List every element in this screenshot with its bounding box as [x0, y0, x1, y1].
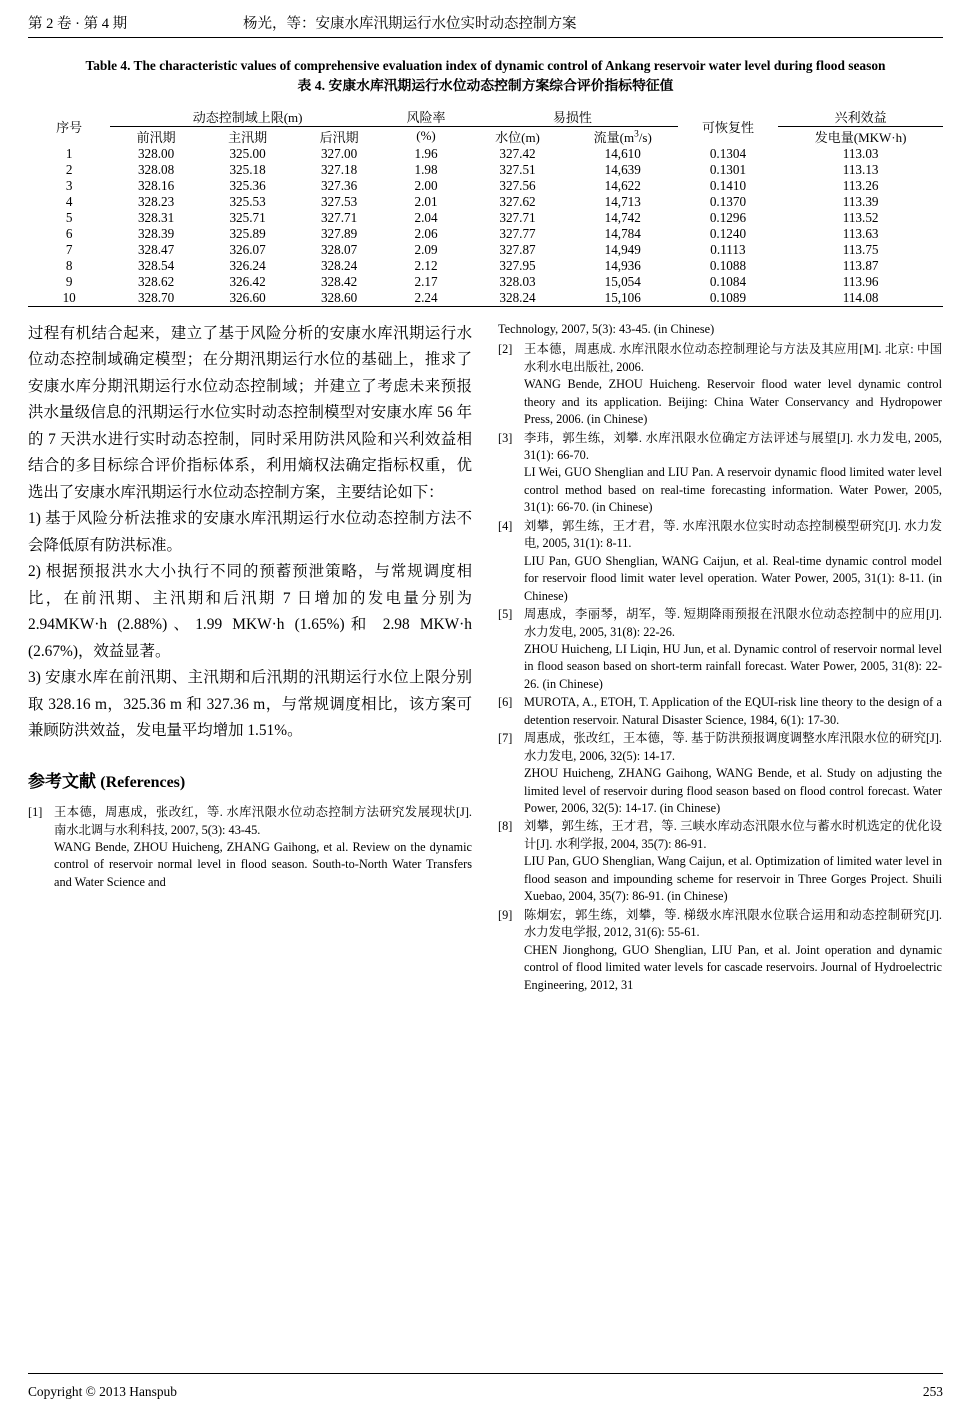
- reference-text-en: ZHOU Huicheng, ZHANG Gaihong, WANG Bende, et al. Study on adjusting the limited level of reservoir during flood season based on flood control forecast. Water Power, 2006, 32(5): 14-17. (in Chinese): [524, 766, 942, 816]
- cell-risk: 2.00: [414, 177, 438, 193]
- reference-text-en: CHEN Jionghong, GUO Shenglian, LIU Pan, et al. Joint operation and dynamic control of flood limited water levels for cascade reservoirs. Journal of Hydroelectric Engineering, 2012, 31: [524, 942, 942, 992]
- reference-text-cn: 周惠成，李丽琴，胡军，等. 短期降雨预报在汛限水位动态控制中的应用[J]. 水力发电, 2005, 31(8): 22-26.: [524, 607, 942, 639]
- cell-power: 113.96: [842, 273, 879, 289]
- reference-text: [524, 694, 942, 729]
- reference-number: [9]: [498, 907, 513, 922]
- running-header-center: 杨光，等：安康水库汛期运行水位实时动态控制方案: [243, 16, 577, 32]
- cell-pre: 328.54: [137, 257, 175, 273]
- cell-rec: 0.1304: [709, 145, 747, 161]
- cell-no: 6: [65, 225, 73, 241]
- table-row: [28, 258, 943, 274]
- cell-power: 113.52: [842, 209, 879, 225]
- cell-pre: 328.08: [137, 161, 175, 177]
- th-vulnerability: 易损性: [467, 107, 677, 127]
- cell-pre: 328.31: [137, 209, 175, 225]
- reference-number: [2]: [498, 342, 513, 357]
- reference-text: [524, 430, 942, 517]
- cell-post: 327.89: [320, 225, 358, 241]
- references-heading-cn: 参考文献: [28, 771, 96, 791]
- reference-text-en: WANG Bende, ZHOU Huicheng. Reservoir flood water level dynamic control theory and its application. Beijing: China Water Conservancy and Hydropower Press, 2006. (in Chinese): [524, 377, 942, 427]
- cell-risk: 2.01: [414, 193, 438, 209]
- table-row: [28, 226, 943, 242]
- cell-rec: 0.1240: [709, 225, 747, 241]
- cell-rec: 0.1370: [709, 193, 747, 209]
- reference-text-en: ZHOU Huicheng, LI Liqin, HU Jun, et al. Dynamic control of reservoir normal level in flood season based on short-term rainfall forecast. Water Power, 2005, 31(8): 22-26. (in Chinese): [524, 641, 942, 691]
- cell-flow: 14,639: [604, 161, 641, 177]
- header-rule: [28, 37, 943, 38]
- footer-rule: [28, 1373, 943, 1374]
- th-risk-unit: (%): [416, 128, 436, 144]
- th-water-level: 水位(m): [495, 129, 540, 145]
- table-row: [28, 274, 943, 290]
- cell-level: 327.62: [499, 193, 536, 209]
- table-row: [28, 162, 943, 178]
- reference-number: [7]: [498, 731, 513, 746]
- reference-text-en: LIU Pan, GUO Shenglian, WANG Caijun, et al. Real-time dynamic control model for reservoir flood limit water level operation. Water Power, 2005, 31(1): 8-11. (in Chinese): [524, 553, 942, 603]
- cell-no: 7: [65, 241, 73, 257]
- table-row: [28, 146, 943, 162]
- cell-post: 328.24: [320, 257, 358, 273]
- running-header-left: 第 2 卷 · 第 4 期: [28, 16, 128, 32]
- reference-text-en: WANG Bende, ZHOU Huicheng, ZHANG Gaihong, et al. Review on the dynamic control of reservoir normal level in flood season. South-to-North Water Transfers and Water Science and: [54, 839, 472, 889]
- cell-flow: 14,713: [604, 193, 641, 209]
- cell-power: 113.39: [842, 193, 879, 209]
- th-risk: 风险率: [385, 107, 467, 127]
- cell-rec: 0.1113: [710, 241, 746, 257]
- reference-text-cn: 王本德，周惠成，张改红，等. 水库汛限水位动态控制方法研究发展现状[J]. 南水北调与水利科技, 2007, 5(3): 43-45.: [54, 805, 472, 837]
- reference-text-cn: 周惠成，张改红，王本德，等. 基于防洪预报调度调整水库汛限水位的研究[J]. 水力发电, 2006, 32(5): 14-17.: [524, 731, 942, 763]
- cell-pre: 328.70: [110, 290, 202, 307]
- th-post-flood: 后汛期: [319, 129, 359, 145]
- cell-risk: 2.09: [414, 241, 438, 257]
- cell-main: 326.24: [229, 257, 266, 273]
- reference-continuation: Technology, 2007, 5(3): 43-45. (in Chinese): [498, 321, 715, 336]
- references-heading: [28, 767, 472, 797]
- table-header-row-1: [28, 107, 943, 127]
- th-discharge: 流量$(m^3/s)$: [593, 129, 652, 145]
- cell-pre: 328.16: [137, 177, 175, 193]
- cell-main: 325.36: [229, 177, 266, 193]
- reference-text-cn: 刘攀，郭生练，王才君，等. 水库汛限水位实时动态控制模型研究[J]. 水力发电, 2005, 31(1): 8-11.: [524, 518, 942, 551]
- cell-risk: 2.17: [414, 273, 438, 289]
- cell-no: 3: [65, 177, 73, 193]
- reference-item: [498, 730, 942, 817]
- cell-power: 113.13: [842, 161, 879, 177]
- cell-power: 113.63: [842, 225, 879, 241]
- table-row: [28, 178, 943, 194]
- cell-flow: 14,936: [604, 257, 641, 273]
- cell-post: 327.00: [320, 145, 358, 161]
- reference-text-en: MUROTA, A., ETOH, T. Application of the EQUI-risk line theory to the design of a detention reservoir. Natural Disaster Science, 1984, 6(1): 17-30.: [524, 695, 942, 727]
- cell-post: 328.07: [320, 241, 358, 257]
- cell-main: 325.89: [229, 225, 266, 241]
- cell-rec: 0.1088: [709, 257, 747, 273]
- reference-text: [524, 907, 942, 994]
- two-column-body: [28, 321, 943, 995]
- running-header: [28, 0, 943, 37]
- cell-main: 326.07: [229, 241, 266, 257]
- reference-item: [498, 430, 942, 517]
- page-footer: [28, 1384, 943, 1400]
- reference-number: [1]: [28, 805, 43, 820]
- reference-text: [524, 818, 942, 905]
- cell-level: 327.56: [499, 177, 536, 193]
- cell-main: 326.42: [229, 273, 266, 289]
- cell-pre: 328.00: [137, 145, 175, 161]
- cell-power: 113.75: [842, 241, 879, 257]
- references-heading-en: (References): [100, 773, 186, 791]
- table-caption-cn: 表 4. 安康水库汛期运行水位动态控制方案综合评价指标特征值: [297, 78, 674, 94]
- reference-number: [8]: [498, 819, 513, 834]
- reference-text-cn: 刘攀，郭生练，王才君，等. 三峡水库动态汛限水位与蓄水时机选定的优化设计[J]. 水利学报, 2004, 35(7): 86-91.: [524, 819, 942, 851]
- cell-risk: 1.96: [414, 145, 438, 161]
- cell-main: 325.53: [229, 193, 266, 209]
- cell-level: 328.24: [467, 290, 568, 307]
- cell-no: 10: [28, 290, 110, 307]
- cell-flow: 14,610: [604, 145, 641, 161]
- table-row: [28, 290, 943, 307]
- cell-risk: 2.24: [385, 290, 467, 307]
- reference-number: [4]: [498, 518, 513, 533]
- conclusion-item-3: 3) 安康水库在前汛期、主汛期和后汛期的汛期运行水位上限分别取 328.16 m，325.36 m 和 327.36 m，与常规调度相比，该方案可兼顾防洪效益，发电量平均增加 1.51%。: [28, 669, 472, 740]
- th-main-flood: 主汛期: [228, 129, 268, 145]
- cell-power: 114.08: [778, 290, 943, 307]
- reference-text-en: LI Wei, GUO Shenglian and LIU Pan. A reservoir dynamic flood limited water level control method based on real-time forecasting information. Water Power, 2005, 31(1): 66-70. (in Chinese): [524, 465, 942, 515]
- reference-number: [5]: [498, 607, 513, 622]
- reference-item: [498, 518, 942, 605]
- cell-level: 327.51: [499, 161, 536, 177]
- table-body: [28, 146, 943, 307]
- cell-main: 325.00: [229, 145, 266, 161]
- reference-item: [498, 907, 942, 994]
- reference-text-cn: 李玮，郭生练，刘攀. 水库汛限水位确定方法评述与展望[J]. 水力发电, 2005, 31(1): 66-70.: [524, 430, 942, 462]
- cell-no: 8: [65, 257, 73, 273]
- cell-risk: 2.04: [414, 209, 438, 225]
- th-recoverability: 可恢复性: [701, 119, 754, 135]
- th-power: 发电量(MKW·h): [814, 129, 907, 145]
- cell-no: 9: [65, 273, 73, 289]
- cell-pre: 328.47: [137, 241, 175, 257]
- cell-pre: 328.23: [137, 193, 175, 209]
- cell-risk: 1.98: [414, 161, 438, 177]
- cell-main: 325.18: [229, 161, 266, 177]
- th-index: 序号: [56, 119, 83, 135]
- cell-power: 113.26: [842, 177, 879, 193]
- table-row: [28, 210, 943, 226]
- cell-level: 327.95: [499, 257, 536, 273]
- cell-rec: 0.1410: [709, 177, 747, 193]
- reference-text: [524, 606, 942, 693]
- cell-flow: 14,622: [604, 177, 641, 193]
- cell-main: 326.60: [202, 290, 294, 307]
- cell-no: 2: [65, 161, 73, 177]
- cell-post: 327.53: [320, 193, 358, 209]
- reference-text: [524, 518, 942, 605]
- cell-flow: 14,742: [604, 209, 641, 225]
- page-number: 253: [922, 1384, 943, 1399]
- cell-no: 5: [65, 209, 73, 225]
- cell-post: 327.36: [320, 177, 358, 193]
- cell-no: 4: [65, 193, 73, 209]
- cell-main: 325.71: [229, 209, 266, 225]
- cell-no: 1: [65, 145, 73, 161]
- reference-text-cn: 陈炯宏，郭生练，刘攀，等. 梯级水库汛限水位联合运用和动态控制研究[J]. 水力发电学报, 2012, 31(6): 55-61.: [524, 907, 942, 940]
- reference-text-cn: 王本德，周惠成. 水库汛限水位动态控制理论与方法及其应用[M]. 北京: 中国水利水电出版社, 2006.: [524, 342, 942, 374]
- reference-item: [28, 804, 472, 891]
- reference-item: [498, 341, 942, 428]
- cell-flow: 15,054: [604, 273, 641, 289]
- th-benefit: 兴利效益: [778, 107, 943, 127]
- reference-number: [3]: [498, 430, 513, 445]
- reference-text: [54, 804, 472, 891]
- right-column: [498, 321, 942, 995]
- table-header-row-2: [28, 126, 943, 146]
- reference-item: [498, 606, 942, 693]
- reference-text: [524, 730, 942, 817]
- cell-rec: 0.1296: [709, 209, 747, 225]
- cell-risk: 2.06: [414, 225, 438, 241]
- cell-flow: 14,784: [604, 225, 641, 241]
- cell-post: 328.42: [320, 273, 358, 289]
- cell-level: 328.03: [499, 273, 536, 289]
- cell-post: 327.71: [320, 209, 358, 225]
- reference-text: [524, 341, 942, 428]
- cell-rec: 0.1089: [678, 290, 779, 307]
- cell-pre: 328.62: [137, 273, 175, 289]
- cell-post: 327.18: [320, 161, 358, 177]
- reference-text-en: LIU Pan, GUO Shenglian, Wang Caijun, et al. Optimization of limited water level in flood season and impounding scheme for reservoir in Three Gorges Project. Shuili Xuebao, 2004, 35(7): 86-91. (in Chinese): [524, 854, 942, 904]
- conclusion-item-2: 2) 根据预报洪水大小执行不同的预蓄预泄策略，与常规调度相比，在前汛期、主汛期和后汛期 7 日增加的发电量分别为 2.94MKW·h (2.88%)、1.99 MKW·h (1.65%)和 2.98 MKW·h (2.67%)，效益显著。: [28, 563, 472, 660]
- th-upper-limit: 动态控制域上限(m): [110, 107, 385, 127]
- cell-post: 328.60: [293, 290, 385, 307]
- conclusion-item-1: 1) 基于风险分析法推求的安康水库汛期运行水位动态控制方法不会降低原有防洪标准。: [28, 510, 472, 554]
- cell-rec: 0.1084: [709, 273, 747, 289]
- cell-pre: 328.39: [137, 225, 175, 241]
- characteristic-values-table: [28, 107, 943, 307]
- cell-level: 327.42: [499, 145, 536, 161]
- reference-number: [6]: [498, 695, 513, 710]
- table-row: [28, 194, 943, 210]
- table-caption: [28, 56, 943, 97]
- table-row: [28, 242, 943, 258]
- cell-power: 113.03: [842, 145, 879, 161]
- cell-risk: 2.12: [414, 257, 438, 273]
- cell-level: 327.87: [499, 241, 536, 257]
- conclusion-paragraph: 过程有机结合起来，建立了基于风险分析的安康水库汛期运行水位动态控制域确定模型；在分期汛期运行水位的基础上，推求了安康水库分期汛期运行水位动态控制域；并建立了考虑未来预报洪水量级信息的汛期运行水位实时动态控制模型对安康水库 56 年的 7 天洪水进行实时动态控制，同时采用防洪风险和兴利效益相结合的多目标综合评价指标体系，利用熵权法确定指标权重，优选出了安康水库汛期运行水位动态控制方案，主要结论如下：: [28, 324, 472, 501]
- cell-flow: 14,949: [604, 241, 641, 257]
- th-pre-flood: 前汛期: [136, 129, 176, 145]
- cell-level: 327.77: [499, 225, 536, 241]
- table-caption-en: Table 4. The characteristic values of comprehensive evaluation index of dynamic control of Ankang reservoir water level during flood season: [85, 58, 886, 73]
- cell-flow: 15,106: [568, 290, 678, 307]
- reference-item: [498, 818, 942, 905]
- copyright-text: Copyright © 2013 Hanspub: [28, 1384, 177, 1399]
- cell-level: 327.71: [499, 209, 536, 225]
- cell-power: 113.87: [842, 257, 879, 273]
- reference-item: [498, 694, 942, 729]
- cell-rec: 0.1301: [709, 161, 747, 177]
- left-column: [28, 321, 472, 995]
